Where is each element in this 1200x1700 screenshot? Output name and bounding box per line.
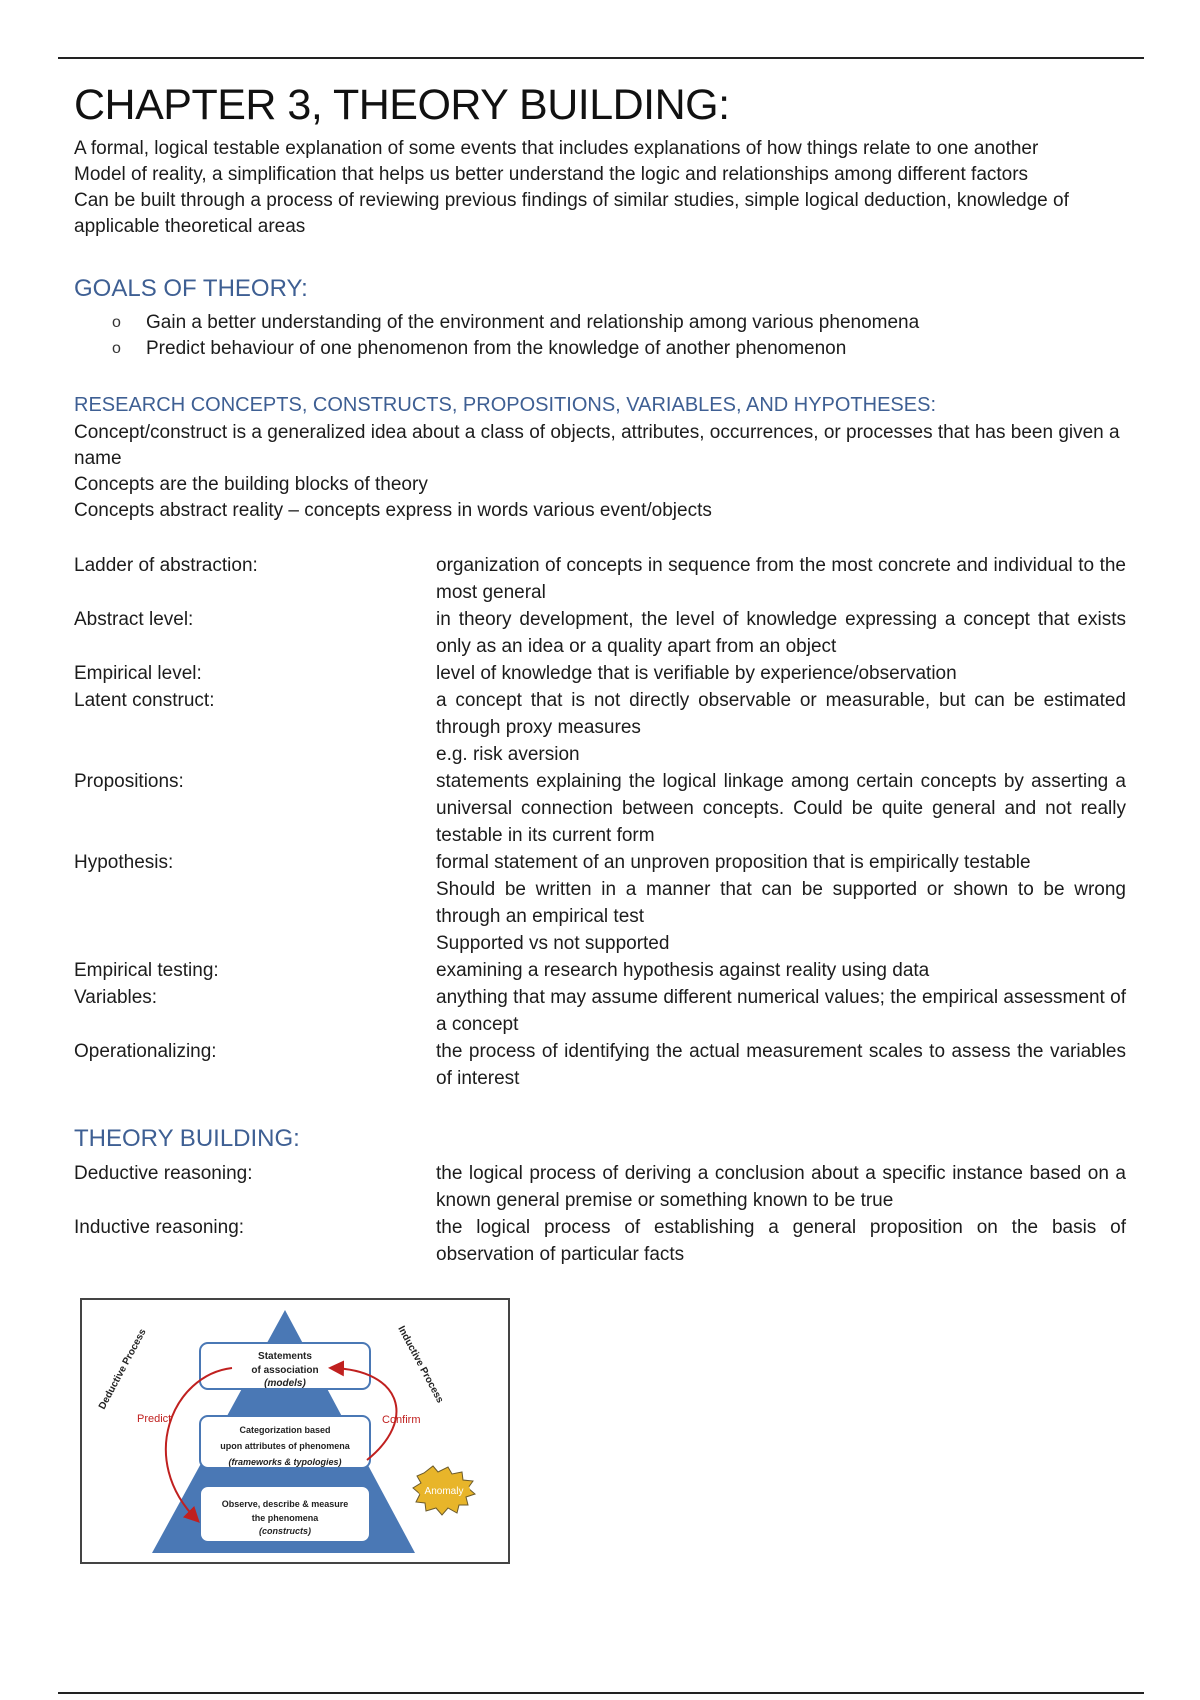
top-rule [58,57,1144,59]
list-item-text: Predict behaviour of one phenomenon from the knowledge of another phenomenon [146,338,847,359]
definition-description [436,687,1126,768]
definition-row [74,984,1130,1038]
definition-description [436,552,1126,606]
top-box-line: of association [251,1365,319,1376]
bottom-box-line: the phenomena [251,1513,319,1523]
definition-line: Supported vs not supported [436,933,670,954]
bottom-box-line: Observe, describe & measure [221,1499,349,1509]
definition-term: Variables: [74,987,158,1008]
definition-row [74,660,1130,687]
research-paragraph [74,420,1130,524]
definition-term: Operationalizing: [74,1041,217,1062]
top-box-line: Statements [258,1351,312,1362]
document-page [74,78,1130,1268]
definition-description [436,1160,1126,1214]
research-line: Concept/construct is a generalized idea about a class of objects, attributes, occurrences, or processes that has been given a name [74,422,1120,469]
list-item [112,336,1130,362]
definition-line: in theory development, the level of knowledge expressing a concept that exists only as an idea or a quality apart from an object [436,609,1126,657]
diagram-svg [82,1300,508,1562]
theory-building-definitions [74,1160,1130,1268]
definition-row [74,957,1130,984]
definition-row [74,552,1130,606]
definition-row [74,849,1130,957]
definition-description [436,1038,1126,1092]
definition-description [436,1214,1126,1268]
definition-row [74,768,1130,849]
list-item [112,310,1130,336]
intro-paragraph [74,136,1130,240]
definition-description [436,768,1126,849]
definition-description [436,984,1126,1038]
definition-line: examining a research hypothesis against reality using data [436,960,930,981]
definition-term: Empirical testing: [74,960,219,981]
definition-line: the logical process of establishing a general proposition on the basis of observation of particular facts [436,1217,1126,1265]
definition-term: Hypothesis: [74,852,174,873]
research-heading: RESEARCH CONCEPTS, CONSTRUCTS, PROPOSITIONS, VARIABLES, AND HYPOTHESES: [74,394,937,416]
bottom-box-line: (constructs) [258,1526,312,1536]
definition-description [436,606,1126,660]
definition-line: organization of concepts in sequence from the most concrete and individual to the most general [436,555,1126,603]
deductive-label: Deductive Process [96,1327,149,1412]
definition-row [74,1038,1130,1092]
definition-term: Inductive reasoning: [74,1217,245,1238]
research-line: Concepts abstract reality – concepts express in words various event/objects [74,500,712,521]
definition-term: Deductive reasoning: [74,1163,253,1184]
definition-term: Latent construct: [74,690,215,711]
definition-description [436,957,1126,984]
list-item-text: Gain a better understanding of the environment and relationship among various phenomena [146,312,920,333]
definition-term: Abstract level: [74,609,194,630]
intro-line: Can be built through a process of reviewing previous findings of similar studies, simple logical deduction, knowledge of applicable theoretical areas [74,190,1069,237]
definition-line: statements explaining the logical linkage among certain concepts by asserting a universal connection between concepts. Could be quite general and not really testable in its current form [436,771,1126,846]
definition-line: the process of identifying the actual measurement scales to assess the variables of interest [436,1041,1126,1089]
middle-box-line: upon attributes of phenomena [220,1441,350,1451]
bottom-rule [58,1692,1144,1694]
top-box-line: (models) [264,1378,306,1389]
definition-line: Should be written in a manner that can be supported or shown to be wrong through an empirical test [436,879,1126,927]
research-line: Concepts are the building blocks of theory [74,474,428,495]
definition-row [74,1214,1130,1268]
middle-box-line: (frameworks & typologies) [228,1457,342,1467]
definition-row [74,606,1130,660]
goals-list [74,310,1130,362]
page-title: CHAPTER 3, THEORY BUILDING: [74,81,730,129]
definition-line: e.g. risk aversion [436,744,580,765]
definition-line: a concept that is not directly observable or measurable, but can be estimated through proxy measures [436,690,1126,738]
bullet-icon: o [112,314,121,331]
intro-line: A formal, logical testable explanation of some events that includes explanations of how things relate to one another [74,138,1039,159]
research-definitions [74,552,1130,1092]
definition-term: Empirical level: [74,663,202,684]
definition-term: Propositions: [74,771,184,792]
theory-building-heading: THEORY BUILDING: [74,1125,300,1152]
predict-label: Predict [137,1413,172,1425]
definition-description [436,660,1126,687]
definition-row [74,687,1130,768]
definition-row [74,1160,1130,1214]
definition-line: formal statement of an unproven proposition that is empirically testable [436,852,1031,873]
definition-line: the logical process of deriving a conclusion about a specific instance based on a known general premise or something known to be true [436,1163,1126,1211]
definition-term: Ladder of abstraction: [74,555,258,576]
middle-box-line: Categorization based [239,1425,331,1435]
definition-description [436,849,1126,957]
bullet-icon: o [112,340,121,357]
definition-line: anything that may assume different numerical values; the empirical assessment of a concept [436,987,1126,1035]
intro-line: Model of reality, a simplification that helps us better understand the logic and relationships among different factors [74,164,1029,185]
goals-heading: GOALS OF THEORY: [74,275,308,302]
confirm-label: Confirm [382,1414,421,1426]
anomaly-label: Anomaly [424,1486,464,1497]
theory-building-diagram [80,1298,510,1564]
inductive-label: Inductive Process [395,1324,446,1405]
definition-line: level of knowledge that is verifiable by experience/observation [436,663,957,684]
